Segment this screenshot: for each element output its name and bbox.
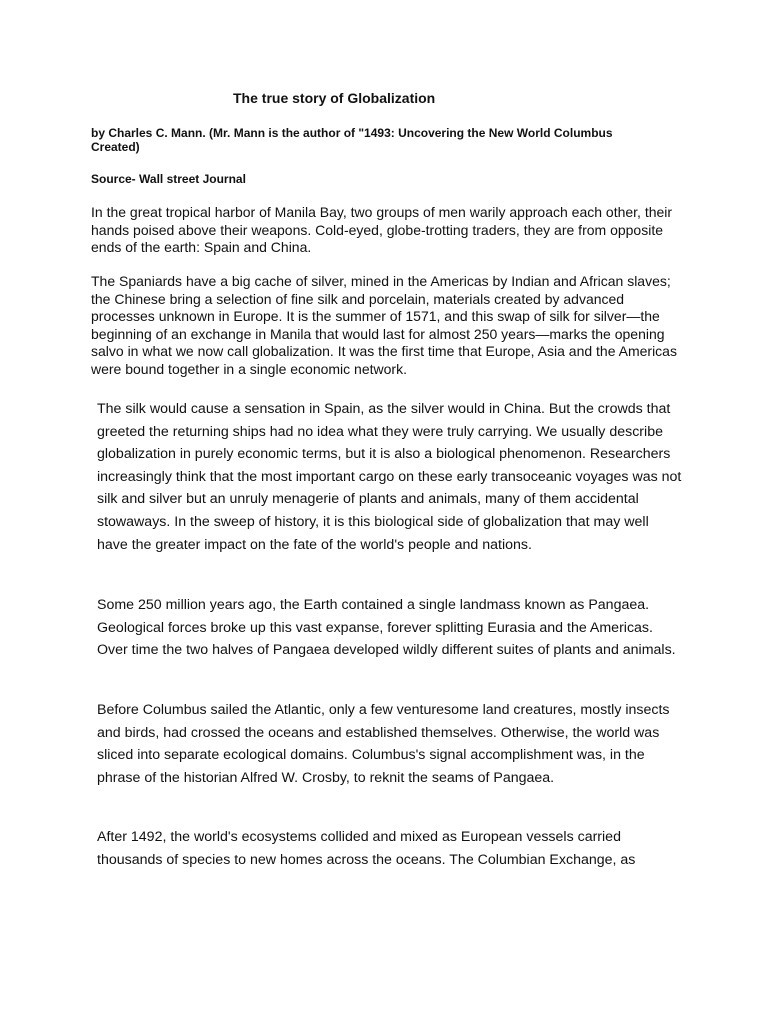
author-byline: by Charles C. Mann. (Mr. Mann is the author of "1493: Uncovering the New World Columbus Created) <box>91 126 613 154</box>
paragraph-4: Some 250 million years ago, the Earth contained a single landmass known as Pangaea. Geological forces broke up this vast expanse, forever splitting Eurasia and the Americas. Over time the two halves of Pangaea developed wildly different suites of plants and animals. <box>97 597 676 659</box>
document-title: The true story of Globalization <box>233 90 436 106</box>
paragraph-5: Before Columbus sailed the Atlantic, only a few venturesome land creatures, mostly insects and birds, had crossed the oceans and established themselves. Otherwise, the world was sliced into separate ecological domains. Columbus's signal accomplishment was, in the phrase of the historian Alfred W. Crosby, to reknit the seams of Pangaea. <box>97 702 670 786</box>
paragraph-6: After 1492, the world's ecosystems collided and mixed as European vessels carried thousands of species to new homes across the oceans. The Columbian Exchange, as <box>97 829 636 868</box>
paragraph-3: The silk would cause a sensation in Spain, as the silver would in China. But the crowds that greeted the returning ships had no idea what they were truly carrying. We usually describe globalization in purely economic terms, but it is also a biological phenomenon. Researchers increasingly think that the most important cargo on these early transoceanic voyages was not silk and silver but an unruly menagerie of plants and animals, many of them accidental stowaways. In the sweep of history, it is this biological side of globalization that may well have the greater impact on the fate of the world's people and nations. <box>97 401 682 553</box>
paragraph-2: The Spaniards have a big cache of silver, mined in the Americas by Indian and African slaves; the Chinese bring a selection of fine silk and porcelain, materials created by advanced processes unknown in Europe. It is the summer of 1571, and this swap of silk for silver—the beginning of an exchange in Manila that would last for almost 250 years—marks the opening salvo in what we now call globalization. It was the first time that Europe, Asia and the Americas were bound together in a single economic network. <box>91 273 677 377</box>
source-line: Source- Wall street Journal <box>91 172 246 186</box>
paragraph-1: In the great tropical harbor of Manila Bay, two groups of men warily approach each other, their hands poised above their weapons. Cold-eyed, globe-trotting traders, they are from opposite ends of the earth: Spain and China. <box>91 204 673 255</box>
